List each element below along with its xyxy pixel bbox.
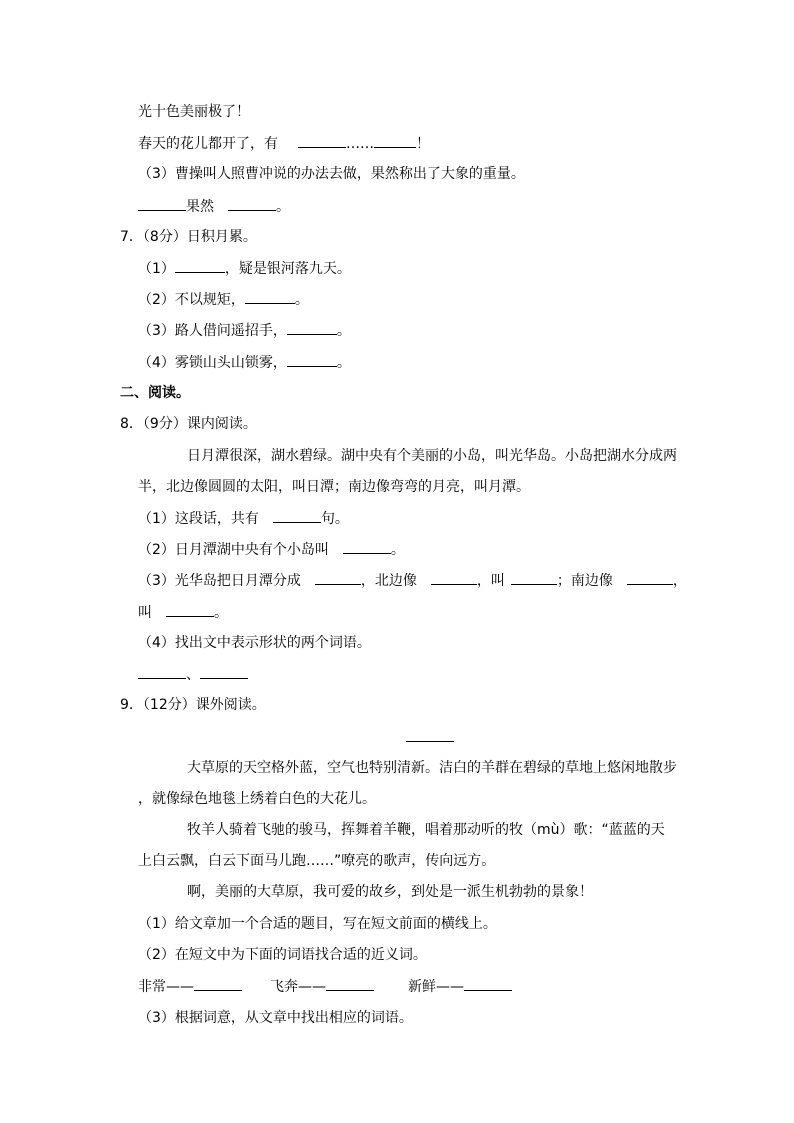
text: 半，北边像圆圆的太阳，叫日潭；南边像弯弯的月亮，叫月潭。 (138, 479, 530, 495)
text: ，疑是银河落九天。 (224, 261, 351, 277)
passage-line (187, 446, 677, 466)
text: 日月潭很深，湖水碧绿。湖中央有个美丽的小岛，叫光华岛。小岛把湖水分成两 (187, 448, 677, 464)
text: 二、阅读。 (120, 385, 190, 401)
text: 飞奔—— (270, 979, 326, 995)
question-item (138, 258, 351, 279)
answer-blank[interactable] (287, 352, 337, 367)
text: ，叫 (476, 573, 505, 589)
question-item (138, 508, 349, 529)
question-item (138, 1008, 413, 1028)
answer-blank[interactable] (287, 320, 337, 335)
text: ， (672, 573, 687, 589)
passage-line (187, 758, 677, 778)
text-line (138, 196, 290, 217)
question-heading (120, 414, 257, 434)
answer-blank[interactable] (138, 196, 186, 211)
answer-blank[interactable] (431, 570, 477, 585)
text: （3）曹操叫人照曹冲说的办法去做，果然称出了大象的重量。 (138, 166, 525, 182)
question-item (138, 164, 525, 184)
title-blank[interactable] (406, 727, 454, 742)
text: 果然 (186, 199, 214, 215)
text: ！ (416, 136, 430, 152)
text: （1） (138, 261, 175, 277)
question-item (138, 570, 687, 591)
text-line (138, 133, 430, 154)
answer-blank[interactable] (273, 508, 321, 523)
question-item (138, 320, 351, 341)
text: （1）给文章加一个合适的题目，写在短文前面的横线上。 (138, 916, 497, 932)
text: ；南边像 (556, 573, 613, 589)
answer-blank[interactable] (200, 664, 248, 679)
question-heading (120, 695, 266, 715)
text: 上白云飘，白云下面马儿跑……”嘹亮的歌声，传向远方。 (138, 853, 496, 869)
text: 。 (294, 292, 309, 308)
text: 。 (390, 542, 405, 558)
text-line (138, 602, 228, 623)
answer-blank[interactable] (374, 133, 416, 148)
text: 。 (336, 323, 351, 339)
question-item (138, 352, 351, 373)
answer-blank[interactable] (464, 976, 512, 991)
answer-blank[interactable] (511, 570, 557, 585)
text: 大草原的天空格外蓝，空气也特别清新。洁白的羊群在碧绿的草地上悠闲地散步 (187, 760, 677, 776)
text: ，北边像 (360, 573, 417, 589)
text: （2）不以规矩， (138, 292, 245, 308)
answer-blank[interactable] (315, 570, 361, 585)
answer-blank[interactable] (228, 196, 276, 211)
question-item (138, 633, 371, 653)
text: （4）找出文中表示形状的两个词语。 (138, 635, 371, 651)
text: 非常—— (138, 979, 194, 995)
passage-line (138, 789, 376, 809)
question-heading (120, 227, 257, 247)
text: 7．（8分）日积月累。 (120, 229, 257, 245)
answer-blank[interactable] (298, 133, 346, 148)
text: 。 (276, 199, 290, 215)
text: 。 (214, 605, 228, 621)
text: 句。 (320, 511, 349, 527)
text: 新鲜—— (408, 979, 464, 995)
passage-line (138, 477, 530, 497)
answer-blank[interactable] (245, 289, 295, 304)
text: 牧羊人骑着飞驰的骏马，挥舞着羊鞭，唱着那动听的牧（mù）歌：“蓝蓝的天 (187, 822, 665, 838)
question-item (138, 289, 309, 310)
text: 啊，美丽的大草原，我可爱的故乡，到处是一派生机勃勃的景象！ (187, 884, 593, 900)
text-line (138, 664, 248, 685)
question-item (138, 539, 405, 560)
question-item (138, 945, 427, 965)
text: （2）日月潭湖中央有个小岛叫 (138, 542, 329, 558)
text: 春天的花儿都开了，有 (138, 136, 278, 152)
text: （4）雾锁山头山锁雾， (138, 355, 287, 371)
text: 叫 (138, 605, 152, 621)
answer-blank[interactable] (175, 258, 225, 273)
passage-line (138, 851, 495, 871)
title-blank-line (406, 727, 454, 748)
passage-line (187, 820, 665, 840)
text: 8．（9分）课内阅读。 (120, 416, 257, 432)
text: …… (346, 136, 374, 152)
passage-line (187, 882, 593, 902)
text: （1）这段话，共有 (138, 511, 259, 527)
answer-blank[interactable] (627, 570, 673, 585)
text: 9．（12分）课外阅读。 (120, 697, 266, 713)
answer-blank[interactable] (138, 664, 186, 679)
text: （3）根据词意，从文章中找出相应的词语。 (138, 1010, 413, 1026)
text: （2）在短文中为下面的词语找合适的近义词。 (138, 947, 427, 963)
answer-blank[interactable] (166, 602, 214, 617)
section-heading (120, 383, 190, 403)
text: ，就像绿色地毯上绣着白色的大花儿。 (138, 791, 376, 807)
answer-blank[interactable] (194, 976, 242, 991)
text: 、 (186, 667, 200, 683)
synonym-row (138, 976, 512, 997)
text: （3）光华岛把日月潭分成 (138, 573, 301, 589)
text: 。 (336, 355, 351, 371)
question-item (138, 914, 497, 934)
answer-blank[interactable] (326, 976, 374, 991)
text: （3）路人借问遥招手， (138, 323, 287, 339)
text: 光十色美丽极了！ (138, 104, 250, 120)
answer-blank[interactable] (343, 539, 391, 554)
text-line (138, 102, 250, 122)
